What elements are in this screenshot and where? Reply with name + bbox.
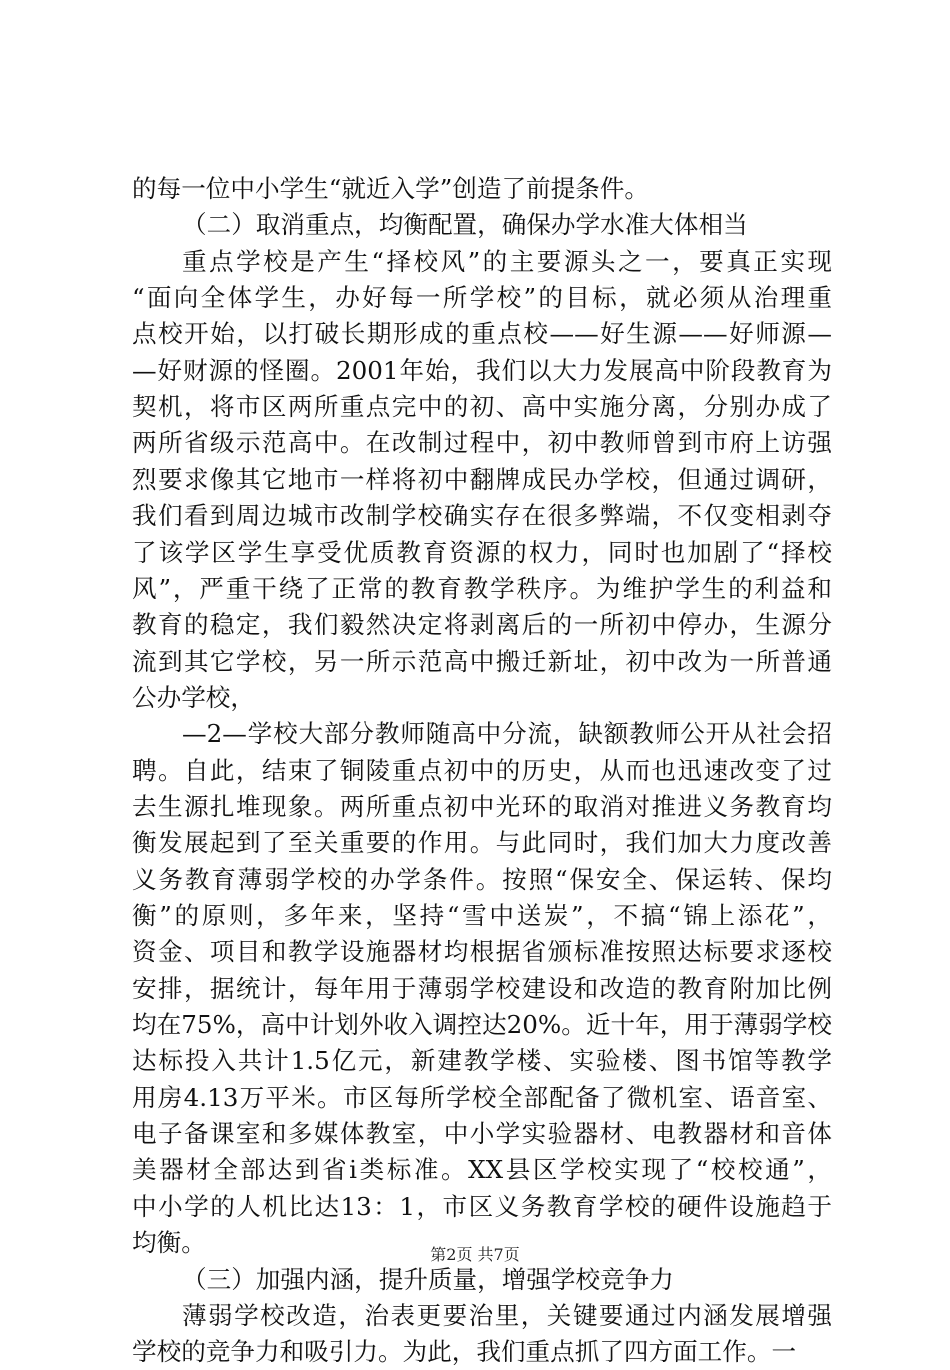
text-line: 薄弱学校改造，治表更要治里，关键要通过内涵发展增强	[182, 1300, 832, 1330]
text-line: 风”，严重干绕了正常的教育教学秩序。为维护学生的利益和	[132, 573, 832, 603]
text-line: 教育的稳定，我们毅然决定将剥离后的一所初中停办，生源分	[132, 610, 832, 640]
text-line: —2—学校大部分教师随高中分流，缺额教师公开从社会招	[182, 719, 832, 749]
text-line: 了该学区学生享受优质教育资源的权力，同时也加剧了“择校	[132, 537, 832, 567]
text-line: —好财源的怪圈。2001年始，我们以大力发展高中阶段教育为	[132, 355, 832, 385]
text-line: 去生源扎堆现象。两所重点初中光环的取消对推进义务教育均	[132, 791, 832, 821]
text-line: 契机，将市区两所重点完中的初、高中实施分离，分别办成了	[132, 392, 832, 422]
text-line: （二）取消重点，均衡配置，确保办学水准大体相当	[182, 210, 748, 240]
text-line: 重点学校是产生“择校风”的主要源头之一，要真正实现	[182, 246, 832, 276]
text-line: （三）加强内涵，提升质量，增强学校竞争力	[182, 1264, 674, 1294]
text-line: “面向全体学生，办好每一所学校”的目标，就必须从治理重	[132, 283, 832, 313]
text-line: 中小学的人机比达13：1，市区义务教育学校的硬件设施趋于	[132, 1191, 832, 1221]
text-line: 电子备课室和多媒体教室，中小学实验器材、电教器材和音体	[132, 1119, 832, 1149]
text-line: 安排，据统计，每年用于薄弱学校建设和改造的教育附加比例	[132, 973, 832, 1003]
text-line: 均衡。	[132, 1228, 206, 1258]
text-line: 公办学校，	[132, 682, 255, 712]
text-line: 聘。自此，结束了铜陵重点初中的历史，从而也迅速改变了过	[132, 755, 832, 785]
text-line: 点校开始，以打破长期形成的重点校——好生源——好师源—	[132, 319, 832, 349]
text-line: 义务教育薄弱学校的办学条件。按照“保安全、保运转、保均	[132, 864, 832, 894]
text-line: 衡”的原则，多年来，坚持“雪中送炭”，不搞“锦上添花”，	[132, 901, 832, 930]
text-line: 达标投入共计1.5亿元，新建教学楼、实验楼、图书馆等教学	[132, 1046, 832, 1076]
text-line: 衡发展起到了至关重要的作用。与此同时，我们加大力度改善	[132, 828, 832, 858]
text-line: 流到其它学校，另一所示范高中搬迁新址，初中改为一所普通	[132, 646, 832, 676]
text-line: 均在75%，高中计划外收入调控达20%。近十年，用于薄弱学校	[132, 1010, 832, 1040]
text-line: 资金、项目和教学设施器材均根据省颁标准按照达标要求逐校	[132, 937, 832, 967]
text-line: 学校的竞争力和吸引力。为此，我们重点抓了四方面工作。一	[132, 1337, 797, 1367]
text-line: 的每一位中小学生“就近入学”创造了前提条件。	[132, 174, 650, 203]
text-line: 烈要求像其它地市一样将初中翻牌成民办学校，但通过调研，	[132, 464, 832, 494]
text-line: 用房4.13万平米。市区每所学校全部配备了微机室、语音室、	[132, 1082, 832, 1112]
text-line: 两所省级示范高中。在改制过程中，初中教师曾到市府上访强	[132, 428, 832, 458]
text-line: 我们看到周边城市改制学校确实存在很多弊端，不仅变相剥夺	[132, 501, 832, 531]
page-footer: 第2页 共7页	[430, 1245, 520, 1264]
text-line: 美器材全部达到省i类标准。XX县区学校实现了“校校通”，	[132, 1155, 832, 1185]
